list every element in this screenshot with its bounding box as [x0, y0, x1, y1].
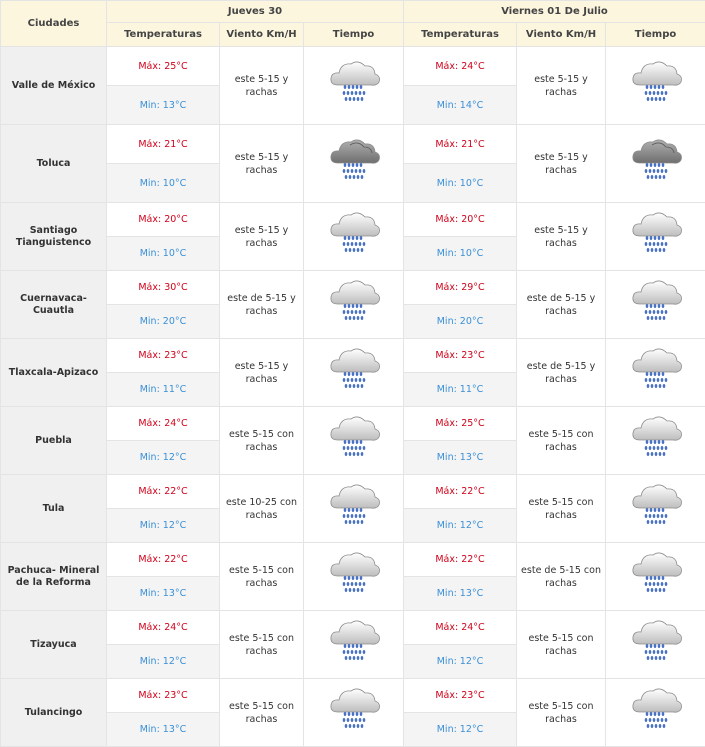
city-name: Puebla	[1, 407, 107, 475]
rain-cloud-icon	[304, 339, 404, 407]
city-row	[1, 611, 705, 645]
city-name: Tlaxcala-Apizaco	[1, 339, 107, 407]
wind-day2: este 5-15 y rachas	[517, 125, 606, 203]
rain-cloud-icon	[304, 271, 404, 339]
max-temp-day1: Máx: 25°C	[107, 47, 220, 86]
rain-cloud-icon	[606, 339, 705, 407]
rain-cloud-icon	[606, 407, 705, 475]
city-row	[1, 339, 705, 373]
wind-day2: este 5-15 y rachas	[517, 47, 606, 125]
storm-cloud-icon	[304, 125, 404, 203]
city-row	[1, 543, 705, 577]
subheader-wind-1: Viento Km/H	[220, 23, 304, 47]
rain-cloud-icon	[606, 475, 705, 543]
min-temp-day1: Min: 13°C	[107, 577, 220, 611]
max-temp-day1: Máx: 20°C	[107, 203, 220, 237]
wind-day2: este de 5-15 y rachas	[517, 271, 606, 339]
wind-day1: este de 5-15 y rachas	[220, 271, 304, 339]
subheader-weather-1: Tiempo	[304, 23, 404, 47]
max-temp-day2: Máx: 23°C	[404, 339, 517, 373]
subheader-temperatures-2: Temperaturas	[404, 23, 517, 47]
min-temp-day2: Min: 13°C	[404, 577, 517, 611]
rain-cloud-icon	[304, 475, 404, 543]
min-temp-day1: Min: 13°C	[107, 713, 220, 747]
rain-cloud-icon	[304, 611, 404, 679]
min-temp-day1: Min: 12°C	[107, 441, 220, 475]
min-temp-day2: Min: 10°C	[404, 237, 517, 271]
wind-day2: este de 5-15 y rachas	[517, 339, 606, 407]
wind-day1: este 5-15 y rachas	[220, 339, 304, 407]
subheader-weather-2: Tiempo	[606, 23, 705, 47]
min-temp-day1: Min: 10°C	[107, 237, 220, 271]
city-name: Tula	[1, 475, 107, 543]
max-temp-day1: Máx: 22°C	[107, 543, 220, 577]
min-temp-day2: Min: 12°C	[404, 645, 517, 679]
wind-day2: este 5-15 con rachas	[517, 475, 606, 543]
wind-day2: este 5-15 con rachas	[517, 611, 606, 679]
rain-cloud-icon	[304, 203, 404, 271]
min-temp-day1: Min: 12°C	[107, 509, 220, 543]
max-temp-day1: Máx: 21°C	[107, 125, 220, 164]
min-temp-day1: Min: 20°C	[107, 305, 220, 339]
max-temp-day2: Máx: 24°C	[404, 47, 517, 86]
city-name: Santiago Tianguistenco	[1, 203, 107, 271]
max-temp-day2: Máx: 22°C	[404, 543, 517, 577]
max-temp-day1: Máx: 30°C	[107, 271, 220, 305]
wind-day2: este de 5-15 con rachas	[517, 543, 606, 611]
city-row	[1, 679, 705, 713]
min-temp-day2: Min: 14°C	[404, 86, 517, 125]
min-temp-day2: Min: 20°C	[404, 305, 517, 339]
rain-cloud-icon	[304, 47, 404, 125]
min-temp-day2: Min: 13°C	[404, 441, 517, 475]
subheader-wind-2: Viento Km/H	[517, 23, 606, 47]
city-row	[1, 271, 705, 305]
min-temp-day2: Min: 11°C	[404, 373, 517, 407]
rain-cloud-icon	[606, 47, 705, 125]
storm-cloud-icon	[606, 125, 705, 203]
city-name: Pachuca- Mineral de la Reforma	[1, 543, 107, 611]
max-temp-day1: Máx: 23°C	[107, 339, 220, 373]
max-temp-day2: Máx: 25°C	[404, 407, 517, 441]
rain-cloud-icon	[606, 611, 705, 679]
max-temp-day2: Máx: 20°C	[404, 203, 517, 237]
city-name: Toluca	[1, 125, 107, 203]
min-temp-day1: Min: 10°C	[107, 164, 220, 203]
rain-cloud-icon	[304, 679, 404, 747]
max-temp-day2: Máx: 22°C	[404, 475, 517, 509]
city-row	[1, 203, 705, 237]
rain-cloud-icon	[606, 203, 705, 271]
city-name: Valle de México	[1, 47, 107, 125]
city-row	[1, 407, 705, 441]
rain-cloud-icon	[606, 271, 705, 339]
wind-day1: este 5-15 con rachas	[220, 679, 304, 747]
rain-cloud-icon	[304, 407, 404, 475]
wind-day1: este 5-15 con rachas	[220, 611, 304, 679]
max-temp-day2: Máx: 29°C	[404, 271, 517, 305]
max-temp-day2: Máx: 24°C	[404, 611, 517, 645]
wind-day1: este 5-15 con rachas	[220, 543, 304, 611]
min-temp-day1: Min: 12°C	[107, 645, 220, 679]
min-temp-day2: Min: 10°C	[404, 164, 517, 203]
max-temp-day2: Máx: 21°C	[404, 125, 517, 164]
max-temp-day1: Máx: 24°C	[107, 611, 220, 645]
forecast-body	[1, 47, 705, 747]
cities-header: Ciudades	[1, 1, 107, 47]
wind-day1: este 5-15 con rachas	[220, 407, 304, 475]
wind-day1: este 5-15 y rachas	[220, 47, 304, 125]
min-temp-day2: Min: 12°C	[404, 713, 517, 747]
max-temp-day1: Máx: 24°C	[107, 407, 220, 441]
wind-day1: este 10-25 con rachas	[220, 475, 304, 543]
min-temp-day1: Min: 13°C	[107, 86, 220, 125]
max-temp-day1: Máx: 23°C	[107, 679, 220, 713]
day-header-1: Jueves 30	[107, 1, 404, 23]
wind-day2: este 5-15 con rachas	[517, 679, 606, 747]
city-name: Tulancingo	[1, 679, 107, 747]
city-row	[1, 125, 705, 164]
wind-day2: este 5-15 con rachas	[517, 407, 606, 475]
wind-day2: este 5-15 y rachas	[517, 203, 606, 271]
rain-cloud-icon	[606, 679, 705, 747]
city-row	[1, 47, 705, 86]
subheader-temperatures-1: Temperaturas	[107, 23, 220, 47]
city-name: Cuernavaca-Cuautla	[1, 271, 107, 339]
min-temp-day2: Min: 12°C	[404, 509, 517, 543]
min-temp-day1: Min: 11°C	[107, 373, 220, 407]
wind-day1: este 5-15 y rachas	[220, 203, 304, 271]
wind-day1: este 5-15 y rachas	[220, 125, 304, 203]
city-name: Tizayuca	[1, 611, 107, 679]
max-temp-day1: Máx: 22°C	[107, 475, 220, 509]
city-row	[1, 475, 705, 509]
day-header-2: Viernes 01 De Julio	[404, 1, 705, 23]
rain-cloud-icon	[304, 543, 404, 611]
max-temp-day2: Máx: 23°C	[404, 679, 517, 713]
rain-cloud-icon	[606, 543, 705, 611]
